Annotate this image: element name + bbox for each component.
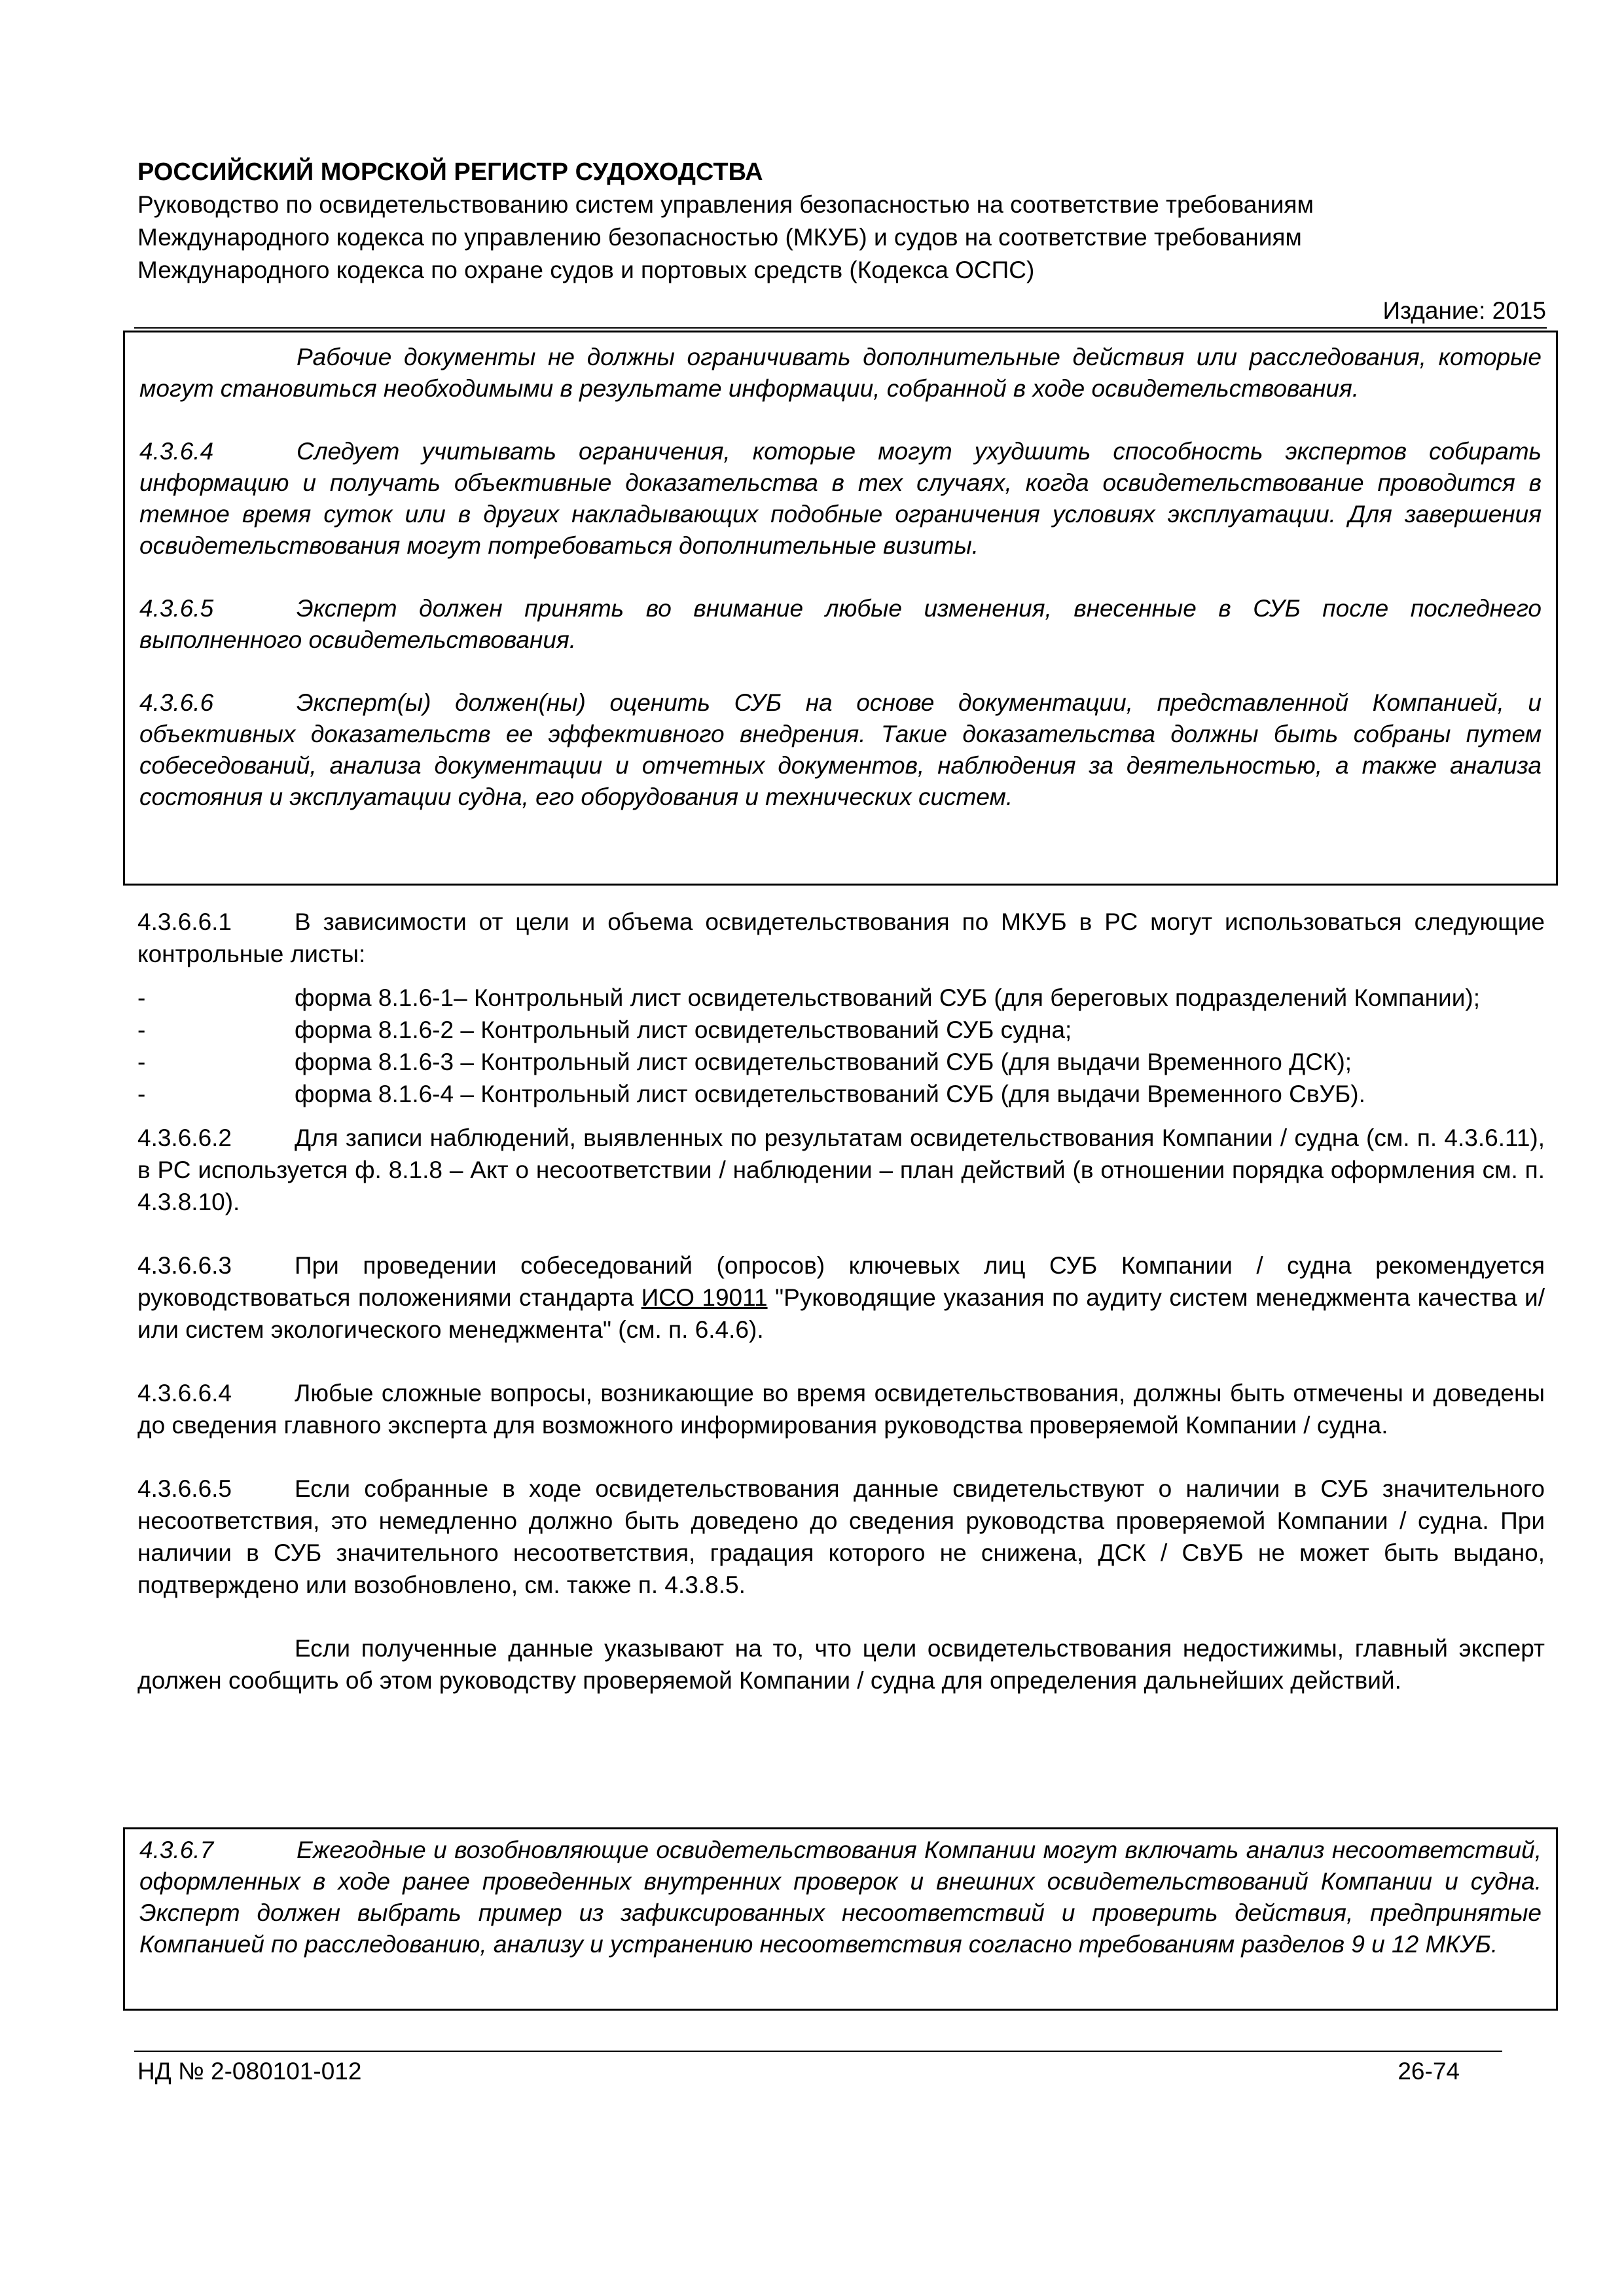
paragraph-number: 4.3.6.6.2 [137,1124,232,1151]
document-header [137,156,1545,287]
paragraph-4-3-6-6 [139,687,1542,813]
list-item-text: форма 8.1.6-2 – Контрольный лист освидетельствований СУБ судна; [295,1016,1072,1043]
paragraph-text: Эксперт(ы) должен(ны) оценить СУБ на основе документации, представленной Компанией, и объективных доказательств ее эффективного внедрения. Такие доказательства должны быть собраны путем собеседований, анализа документации и отчетных документов, наблюдения за деятельностью, а также анализа состояния и эксплуатации судна, его оборудования и технических систем. [139,689,1542,810]
header-divider [134,327,1547,329]
box-intro-paragraph: Рабочие документы не должны ограничивать дополнительные действия или расследования, которые могут становиться необходимыми в результате информации, собранной в ходе освидетельствования. [139,344,1542,402]
paragraph-text: Следует учитывать ограничения, которые могут ухудшить способность экспертов собирать информацию и получать объективные доказательства в тех случаях, когда освидетельствование проводится в темное время суток или в других накладывающих подобные ограничения условиях эксплуатации. Для завершения освидетельствования могут потребоваться дополнительные визиты. [139,438,1542,559]
paragraph-4-3-6-7 [139,1835,1542,1960]
list-item-text: форма 8.1.6-3 – Контрольный лист освидетельствований СУБ (для выдачи Временного ДСК); [295,1049,1352,1075]
paragraph-text: При проведении собеседований (опросов) ключевых лиц СУБ Компании / судна рекомендуется руководствоваться положениями стандарта [137,1252,1545,1311]
paragraph-number: 4.3.6.6 [139,689,214,716]
paragraph-number: 4.3.6.6.3 [137,1252,232,1279]
paragraph-4-3-6-6-3 [137,1249,1545,1346]
list-item-text: форма 8.1.6-4 – Контрольный лист освидетельствований СУБ (для выдачи Временного СвУБ). [295,1081,1365,1107]
paragraph-4-3-6-6-5 [137,1473,1545,1601]
list-item [137,1078,1545,1110]
list-dash: - [137,1049,146,1075]
paragraph-number: 4.3.6.4 [139,438,214,465]
iso-19011-link[interactable]: ИСО 19011 [641,1284,768,1311]
paragraph-text: Любые сложные вопросы, возникающие во время освидетельствования, должны быть отмечены и доведены до сведения главного эксперта для возможного информирования руководства проверяемой Компании / судна. [137,1380,1545,1439]
page-number: 26-74 [1398,2058,1460,2085]
list-dash: - [137,1081,146,1107]
list-item-text: форма 8.1.6-1– Контрольный лист освидетельствований СУБ (для береговых подразделений Компании); [295,984,1480,1011]
paragraph-4-3-6-5 [139,593,1542,656]
document-body [137,906,1545,1696]
footer-divider [134,2051,1502,2052]
paragraph-text: Эксперт должен принять во внимание любые изменения, внесенные в СУБ после последнего выполненного освидетельствования. [139,595,1542,653]
header-title-line-3: Международного кодекса по охране судов и портовых средств (Кодекса ОСПС) [137,257,1035,283]
organization-name: РОССИЙСКИЙ МОРСКОЙ РЕГИСТР СУДОХОДСТВА [137,158,763,186]
header-title-line-1: Руководство по освидетельствованию систем управления безопасностью на соответствие требованиям [137,191,1314,218]
paragraph-number: 4.3.6.5 [139,595,214,622]
paragraph-4-3-6-6-4 [137,1377,1545,1441]
paragraph-number: 4.3.6.6.1 [137,908,232,935]
paragraph-unnumbered: Если полученные данные указывают на то, что цели освидетельствования недостижимы, главный эксперт должен сообщить об этом руководству проверяемой Компании / судна для определения дальнейших действий. [137,1635,1545,1694]
paragraph-number: 4.3.6.7 [139,1837,214,1863]
document-number: НД № 2-080101-012 [137,2058,362,2085]
paragraph-text: "Руководящие указания по аудиту систем менеджмента качества и/или систем экологического менеджмента" (см. п. 6.4.6). [137,1284,1545,1343]
highlighted-box-bottom [123,1827,1558,2011]
checklist-forms-list [137,982,1545,1110]
paragraph-text: В зависимости от цели и объема освидетельствования по МКУБ в РС могут использоваться следующие контрольные листы: [137,908,1545,967]
paragraph-4-3-6-6-2 [137,1122,1545,1218]
list-item [137,1014,1545,1046]
paragraph-text: Если собранные в ходе освидетельствования данные свидетельствуют о наличии в СУБ значительного несоответствия, это немедленно должно быть доведено до сведения руководства проверяемой Компании / судна. При наличии в СУБ значительного несоответствия, градация которого не снижена, ДСК / СвУБ не может быть выдано, подтверждено или возобновлено, см. также п. 4.3.8.5. [137,1475,1545,1598]
header-title-line-2: Международного кодекса по управлению безопасностью (МКУБ) и судов на соответствие требованиям [137,224,1302,251]
paragraph-number: 4.3.6.6.5 [137,1475,232,1502]
edition-label: Издание: 2015 [1382,297,1546,324]
paragraph-text: Для записи наблюдений, выявленных по результатам освидетельствования Компании / судна (см. п. 4.3.6.11), в РС используется ф. 8.1.8 – Акт о несоответствии / наблюдении – план действий (в отношении порядка оформления см. п. 4.3.8.10). [137,1124,1545,1215]
list-dash: - [137,1016,146,1043]
paragraph-number: 4.3.6.6.4 [137,1380,232,1407]
list-item [137,982,1545,1014]
paragraph-4-3-6-6-1 [137,906,1545,970]
list-dash: - [137,984,146,1011]
paragraph-4-3-6-4 [139,436,1542,562]
document-footer [137,2055,1460,2088]
highlighted-box-top [123,331,1558,886]
paragraph-text: Ежегодные и возобновляющие освидетельствования Компании могут включать анализ несоответствий, оформленных в ходе ранее проведенных внутренних проверок и внешних освидетельствований Компании и судна. Эксперт должен выбрать пример из зафиксированных несоответствий и проверить действия, предпринятые Компанией по расследованию, анализу и устранению несоответствия согласно требованиям разделов 9 и 12 МКУБ. [139,1837,1542,1958]
list-item [137,1046,1545,1078]
